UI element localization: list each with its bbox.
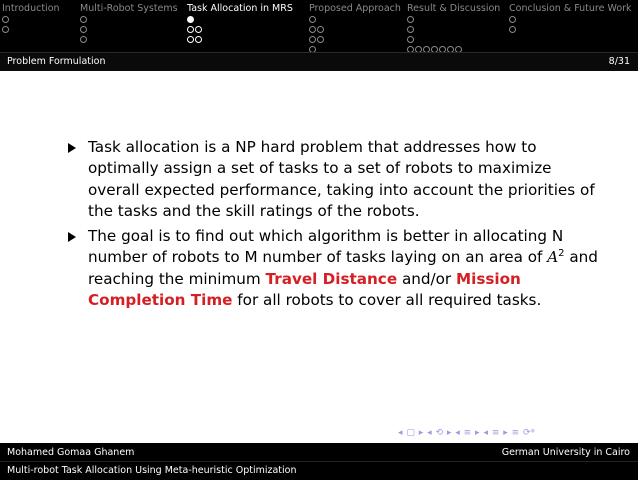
nav-section-multi-robot-systems[interactable]: Multi-Robot Systems — [80, 2, 178, 45]
section-dots — [2, 15, 60, 35]
dot-row — [407, 35, 500, 45]
slide-content — [64, 137, 604, 315]
frame-dot-icon[interactable] — [2, 26, 9, 33]
frame-dot-icon[interactable] — [509, 26, 516, 33]
bullet-text: for all robots to cover all required tasks. — [232, 291, 542, 310]
triangle-bullet-icon — [68, 143, 76, 153]
frame-dot-icon[interactable] — [309, 26, 316, 33]
frame-dot-icon[interactable] — [317, 26, 324, 33]
bullet-text: and/or — [397, 269, 457, 288]
frame-dot-icon[interactable] — [80, 36, 87, 43]
dot-row — [80, 25, 178, 35]
section-dots — [407, 15, 500, 55]
dot-row — [187, 15, 293, 25]
dot-row — [80, 15, 178, 25]
dot-row — [309, 35, 401, 45]
bullet-text: Task allocation is a NP hard problem that addresses how to optimally assign a set of tasks to a set of robots to maximize overall expected performance, taking into account the priorities of the tasks and the skill ratings of the robots. — [88, 138, 595, 220]
dot-row — [407, 15, 500, 25]
frame-dot-icon[interactable] — [187, 36, 194, 43]
math-area-base: A — [547, 248, 559, 267]
frame-dot-icon[interactable] — [80, 16, 87, 23]
alert-mission-completion-time: Mission Completion Time — [88, 269, 521, 310]
frame-dot-icon[interactable] — [80, 26, 87, 33]
frame-dot-icon[interactable] — [407, 26, 414, 33]
section-dots — [187, 15, 293, 45]
frame-title: Problem Formulation — [7, 56, 106, 67]
footer-institute: German University in Cairo — [501, 447, 630, 458]
current-frame-dot-icon[interactable] — [187, 16, 194, 23]
beamer-navigation-symbols[interactable]: ◂ ▢ ▸ ◂ ⟲ ▸ ◂ ≡ ▸ ◂ ≡ ▸ ≡ ⟳ᵠ — [398, 428, 536, 438]
dot-row — [2, 15, 60, 25]
bullet-text: The goal is to find out which algorithm is better in allocating N number of robots to M number of tasks laying on an area of — [88, 227, 564, 267]
frame-dot-icon[interactable] — [309, 16, 316, 23]
alert-travel-distance: Travel Distance — [265, 269, 398, 288]
nav-section-conclusion[interactable]: Conclusion & Future Work — [509, 2, 632, 35]
nav-section-result-discussion[interactable]: Result & Discussion — [407, 2, 500, 55]
footer-author-bar — [0, 443, 638, 461]
section-dots — [80, 15, 178, 45]
frame-dot-icon[interactable] — [195, 26, 202, 33]
frame-dot-icon[interactable] — [317, 36, 324, 43]
section-dots — [309, 15, 401, 55]
footer-author: Mohamed Gomaa Ghanem — [7, 447, 135, 458]
dot-row — [509, 15, 632, 25]
frame-dot-icon[interactable] — [509, 16, 516, 23]
nav-section-proposed-approach[interactable]: Proposed Approach — [309, 2, 401, 55]
dot-row — [2, 25, 60, 35]
frame-dot-icon[interactable] — [407, 36, 414, 43]
bullet-text: and reaching the minimum — [88, 248, 598, 288]
nav-section-introduction[interactable]: Introduction — [2, 2, 60, 35]
dot-row — [407, 25, 500, 35]
frame-dot-icon[interactable] — [309, 36, 316, 43]
footer-title-bar — [0, 461, 638, 480]
frame-dot-icon[interactable] — [2, 16, 9, 23]
footer-talk-title: Multi-robot Task Allocation Using Meta-heuristic Optimization — [7, 465, 297, 476]
bullet-item-goal — [64, 226, 604, 311]
triangle-bullet-icon — [68, 232, 76, 242]
dot-row — [309, 25, 401, 35]
dot-row — [80, 35, 178, 45]
frame-dot-icon[interactable] — [187, 26, 194, 33]
dot-row — [187, 25, 293, 35]
nav-section-task-allocation[interactable]: Task Allocation in MRS — [187, 2, 293, 45]
frame-dot-icon[interactable] — [407, 16, 414, 23]
dot-row — [187, 35, 293, 45]
math-area-exponent: 2 — [558, 248, 565, 260]
dot-row — [309, 15, 401, 25]
frame-dot-icon[interactable] — [195, 36, 202, 43]
dot-row — [509, 25, 632, 35]
headline-nav-bar — [0, 0, 638, 52]
frame-title-bar — [0, 52, 638, 71]
page-number: 8/31 — [608, 56, 630, 67]
section-dots — [509, 15, 632, 35]
bullet-item-task-allocation — [64, 137, 604, 222]
